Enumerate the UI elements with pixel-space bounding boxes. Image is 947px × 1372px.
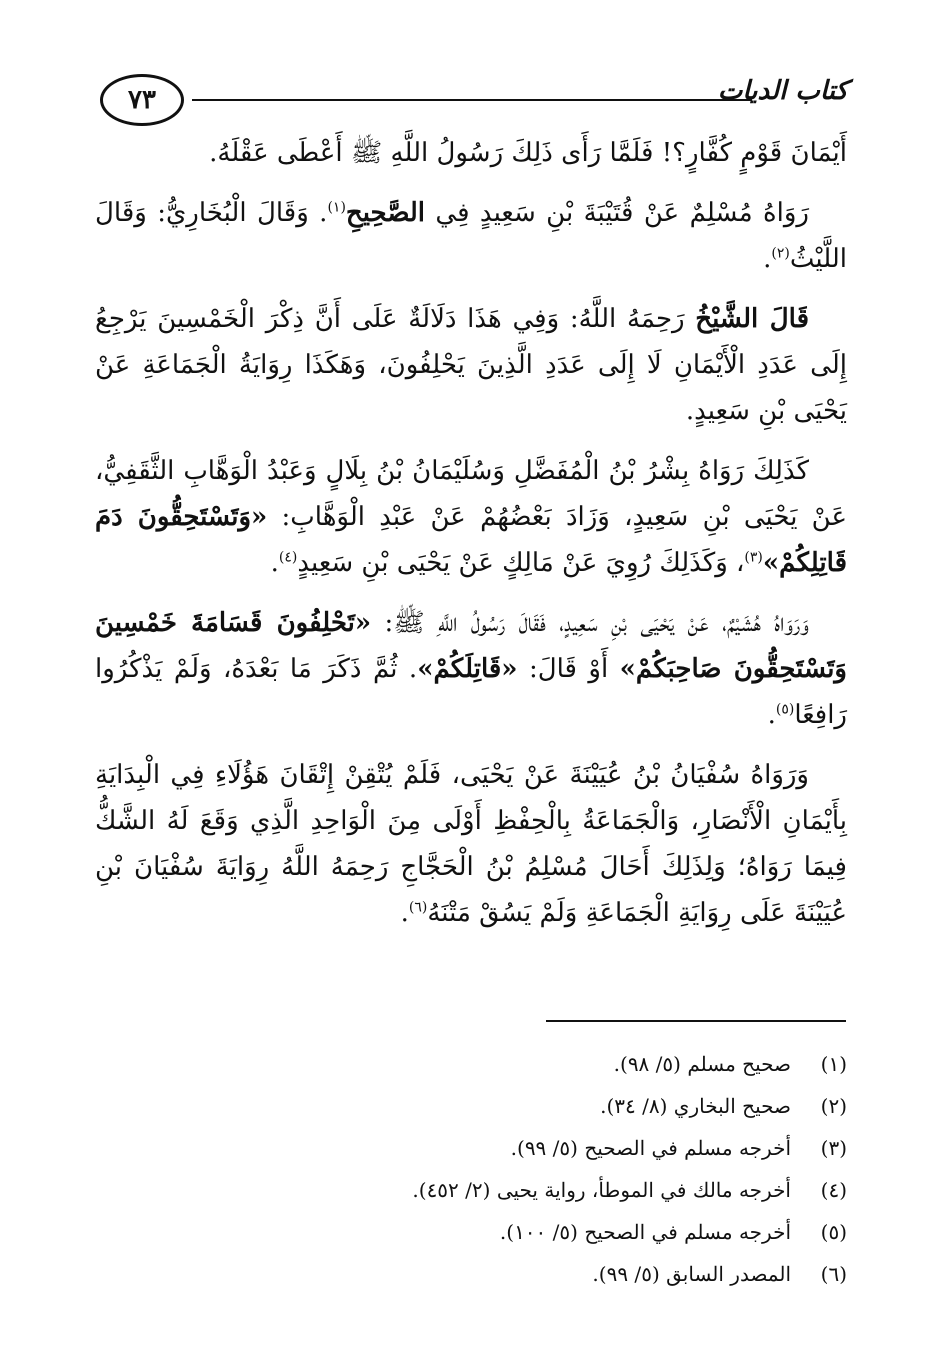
paragraph-5 [95, 600, 847, 738]
text-run: . وَقَالَ الْبُخَارِيُّ: وَقَالَ اللَّيْثُ [95, 198, 847, 274]
footnote-ref-3[interactable]: (٣) [744, 549, 763, 566]
footnote-5 [247, 1211, 847, 1253]
footnote-3 [247, 1127, 847, 1169]
text-run-bold: قَالَ الشَّيْخُ [695, 304, 809, 334]
footnote-number: (٥) [820, 1220, 847, 1244]
footnote-number: (٦) [820, 1262, 847, 1286]
text-run: . ثُمَّ ذَكَرَ مَا بَعْدَهُ، وَلَمْ يَذْكُرُوا رَافِعًا [95, 654, 847, 730]
text-run: . [767, 700, 776, 730]
page-header [100, 74, 848, 130]
text-run: رَوَاهُ مُسْلِمٌ عَنْ قُتَيْبَةَ بْنِ سَعِيدٍ فِي [425, 198, 809, 228]
text-run-bold: «تَحْلِفُونَ قَسَامَةَ خَمْسِينَ وَتَسْتَحِقُّونَ صَاحِبَكُمْ» [95, 608, 847, 684]
text-run: . [270, 548, 279, 578]
footnote-ref-5[interactable]: (٥) [775, 701, 795, 718]
paragraph-1: أَيْمَانَ قَوْمٍ كُفَّارٍ؟! فَلَمَّا رَأَى ذَلِكَ رَسُولُ اللَّهِ ﷺ أَعْطَى عَقْلَهُ. [209, 138, 847, 168]
footnote-text: أخرجه مسلم في الصحيح (٥/ ١٠٠). [499, 1220, 791, 1244]
paragraph-4 [95, 448, 847, 586]
text-run-bold: الصَّحِيحِ [345, 198, 426, 228]
footnote-4 [247, 1169, 847, 1211]
text-run: . [400, 898, 409, 928]
footnotes [247, 1043, 847, 1295]
text-run: . [763, 244, 772, 274]
text-run-bold: «قَاتِلَكُمْ» [417, 654, 518, 684]
footnote-1 [247, 1043, 847, 1085]
footnote-text: صحيح البخاري (٨/ ٣٤). [600, 1094, 791, 1118]
footnote-text: المصدر السابق (٥/ ٩٩). [592, 1262, 791, 1286]
text-run: كَذَلِكَ رَوَاهُ بِشْرُ بْنُ الْمُفَضَّلِ وَسُلَيْمَانُ بْنُ بِلَالٍ وَعَبْدُ الْوَهَّابِ الثَّقَفِيُّ، عَنْ يَحْيَى بْنِ سَعِيدٍ، وَزَادَ بَعْضُهُمْ عَنْ عَبْدِ الْوَهَّابِ: [95, 456, 847, 532]
footnote-ref-4[interactable]: (٤) [278, 549, 298, 566]
paragraph-3 [95, 296, 847, 434]
footnote-2 [247, 1085, 847, 1127]
footnote-ref-2[interactable]: (٢) [771, 245, 790, 262]
header-rule [192, 99, 752, 101]
page-number: ٧٣ [100, 74, 184, 126]
footnote-number: (٤) [820, 1178, 847, 1202]
paragraph-6 [95, 752, 847, 936]
text-run: ، وَكَذَلِكَ رُوِيَ عَنْ مَالِكٍ عَنْ يَحْيَى بْنِ سَعِيدٍ [297, 548, 745, 578]
text-run: وَرَوَاهُ سُفْيَانُ بْنُ عُيَيْنَةَ عَنْ يَحْيَى، فَلَمْ يُتْقِنْ إِتْقَانَ هَؤُلَاءِ فِي الْبِدَايَةِ بِأَيْمَانِ الْأَنْصَارِ، وَالْجَمَاعَةُ بِالْحِفْظِ أَوْلَى مِنَ الْوَاحِدِ الَّذِي وَقَعَ لَهُ الشَّكُّ فِيمَا رَوَاهُ؛ وَلِذَلِكَ أَحَالَ مُسْلِمُ بْنُ الْحَجَّاجِ رَحِمَهُ اللَّهُ رِوَايَةَ سُفْيَانَ بْنِ عُيَيْنَةَ عَلَى رِوَايَةِ الْجَمَاعَةِ وَلَمْ يَسُقْ مَتْنَهُ [95, 760, 847, 928]
footnote-rule [546, 1020, 846, 1022]
text-run: رَحِمَهُ اللَّهُ: وَفِي هَذَا دَلَالَةٌ عَلَى أَنَّ ذِكْرَ الْخَمْسِينَ يَرْجِعُ إِلَى عَدَدِ الْأَيْمَانِ لَا إِلَى عَدَدِ الَّذِينَ يَحْلِفُونَ، وَهَكَذَا رِوَايَةُ الْجَمَاعَةِ عَنْ يَحْيَى بْنِ سَعِيدٍ. [95, 304, 847, 426]
footnote-text: أخرجه مسلم في الصحيح (٥/ ٩٩). [510, 1136, 791, 1160]
footnote-text: أخرجه مالك في الموطأ، رواية يحيى (٢/ ٤٥٢). [412, 1178, 791, 1202]
footnote-text: صحيح مسلم (٥/ ٩٨). [613, 1052, 791, 1076]
footnote-number: (٢) [820, 1094, 847, 1118]
text-run: وَرَوَاهُ هُشَيْمٌ، عَنْ يَحْيَى بْنِ سَعِيدٍ، فَقَالَ رَسُولُ اللَّهِ ﷺ: [371, 608, 810, 638]
paragraph-2 [95, 190, 847, 282]
body-text [95, 130, 847, 936]
footnote-6 [247, 1253, 847, 1295]
footnote-ref-6[interactable]: (٦) [408, 899, 428, 916]
text-run-bold: «وَتَسْتَحِقُّونَ دَمَ قَاتِلِكُمْ» [95, 502, 847, 578]
footnote-number: (١) [820, 1052, 847, 1076]
footnote-number: (٣) [820, 1136, 847, 1160]
footnote-ref-1[interactable]: (١) [327, 199, 346, 216]
book-title: كتاب الديات [717, 76, 848, 106]
text-run: أَوْ قَالَ: [517, 654, 620, 684]
